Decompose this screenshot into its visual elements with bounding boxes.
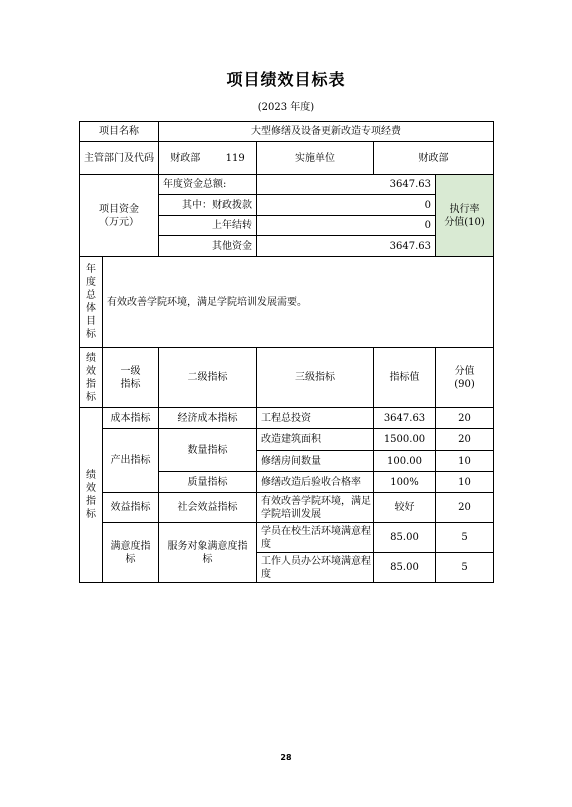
satisfaction-level2: 服务对象满意度指 标 <box>159 523 257 583</box>
indicator-header-section: 绩 效 指 标 <box>80 348 103 408</box>
row-indicator-headers <box>80 348 494 408</box>
header-value: 指标值 <box>374 348 436 408</box>
fund-total-label: 年度资金总额: <box>159 175 257 195</box>
header-level1: 一级 指标 <box>103 348 159 408</box>
benefit-score: 20 <box>436 493 494 523</box>
project-name-value: 大型修缮及设备更新改造专项经费 <box>159 122 494 142</box>
dept-label: 主管部门及代码 <box>80 142 159 175</box>
satisfaction-students-level3: 学员在校生活环境满意程度 <box>257 523 374 553</box>
header-level3: 三级指标 <box>257 348 374 408</box>
header-score: 分值 (90) <box>436 348 494 408</box>
output-quantity-label: 数量指标 <box>159 429 257 472</box>
impl-label: 实施单位 <box>257 142 374 175</box>
fund-total-value: 3647.63 <box>257 175 436 195</box>
page-title: 项目绩效目标表 <box>226 70 346 89</box>
exec-rate-label: 执行率 分值(10) <box>436 175 494 257</box>
fund-carryover-value: 0 <box>257 216 436 236</box>
page-subtitle: (2023 年度) <box>257 102 315 113</box>
dept-cell <box>159 142 257 175</box>
cost-level1: 成本指标 <box>103 408 159 429</box>
row-cost <box>80 408 494 429</box>
fund-fiscal-value: 0 <box>257 195 436 216</box>
row-fund-total <box>80 175 494 195</box>
output-area-value: 1500.00 <box>374 429 436 451</box>
output-rooms-score: 10 <box>436 451 494 472</box>
benefit-level1: 效益指标 <box>103 493 159 523</box>
satisfaction-staff-level3: 工作人员办公环境满意程度 <box>257 553 374 583</box>
satisfaction-staff-value: 85.00 <box>374 553 436 583</box>
cost-score: 20 <box>436 408 494 429</box>
output-quality-value: 100% <box>374 472 436 493</box>
benefit-level2: 社会效益指标 <box>159 493 257 523</box>
output-quality-level3: 修缮改造后验收合格率 <box>257 472 374 493</box>
performance-table <box>79 121 494 583</box>
row-output-area <box>80 429 494 451</box>
project-name-label: 项目名称 <box>80 122 159 142</box>
page-number: 28 <box>280 753 292 762</box>
output-area-score: 20 <box>436 429 494 451</box>
satisfaction-students-score: 5 <box>436 523 494 553</box>
indicator-section-label: 绩 效 指 标 <box>80 408 103 583</box>
row-department <box>80 142 494 175</box>
satisfaction-level1: 满意度指 标 <box>103 523 159 583</box>
impl-value: 财政部 <box>374 142 494 175</box>
row-satisfaction-students <box>80 523 494 553</box>
fund-fiscal-label: 其中：财政拨款 <box>159 195 257 216</box>
goal-label: 年 度 总 体 目 标 <box>80 257 103 348</box>
cost-value: 3647.63 <box>374 408 436 429</box>
fund-carryover-label: 上年结转 <box>159 216 257 236</box>
benefit-value: 较好 <box>374 493 436 523</box>
header-level2: 二级指标 <box>159 348 257 408</box>
output-quality-label: 质量指标 <box>159 472 257 493</box>
row-benefit <box>80 493 494 523</box>
cost-level2: 经济成本指标 <box>159 408 257 429</box>
output-rooms-value: 100.00 <box>374 451 436 472</box>
fund-other-label: 其他资金 <box>159 236 257 257</box>
output-rooms-level3: 修缮房间数量 <box>257 451 374 472</box>
fund-other-value: 3647.63 <box>257 236 436 257</box>
satisfaction-students-value: 85.00 <box>374 523 436 553</box>
row-annual-goal <box>80 257 494 348</box>
row-project-name <box>80 122 494 142</box>
goal-text: 有效改善学院环境，满足学院培训发展需要。 <box>103 257 494 348</box>
benefit-level3: 有效改善学院环境，满足学院培训发展 <box>257 493 374 523</box>
output-area-level3: 改造建筑面积 <box>257 429 374 451</box>
dept-value: 财政部 <box>170 152 201 164</box>
output-quality-score: 10 <box>436 472 494 493</box>
cost-level3: 工程总投资 <box>257 408 374 429</box>
output-level1: 产出指标 <box>103 429 159 493</box>
satisfaction-staff-score: 5 <box>436 553 494 583</box>
dept-code: 119 <box>225 152 245 164</box>
funds-label: 项目资金 （万元） <box>80 175 159 257</box>
